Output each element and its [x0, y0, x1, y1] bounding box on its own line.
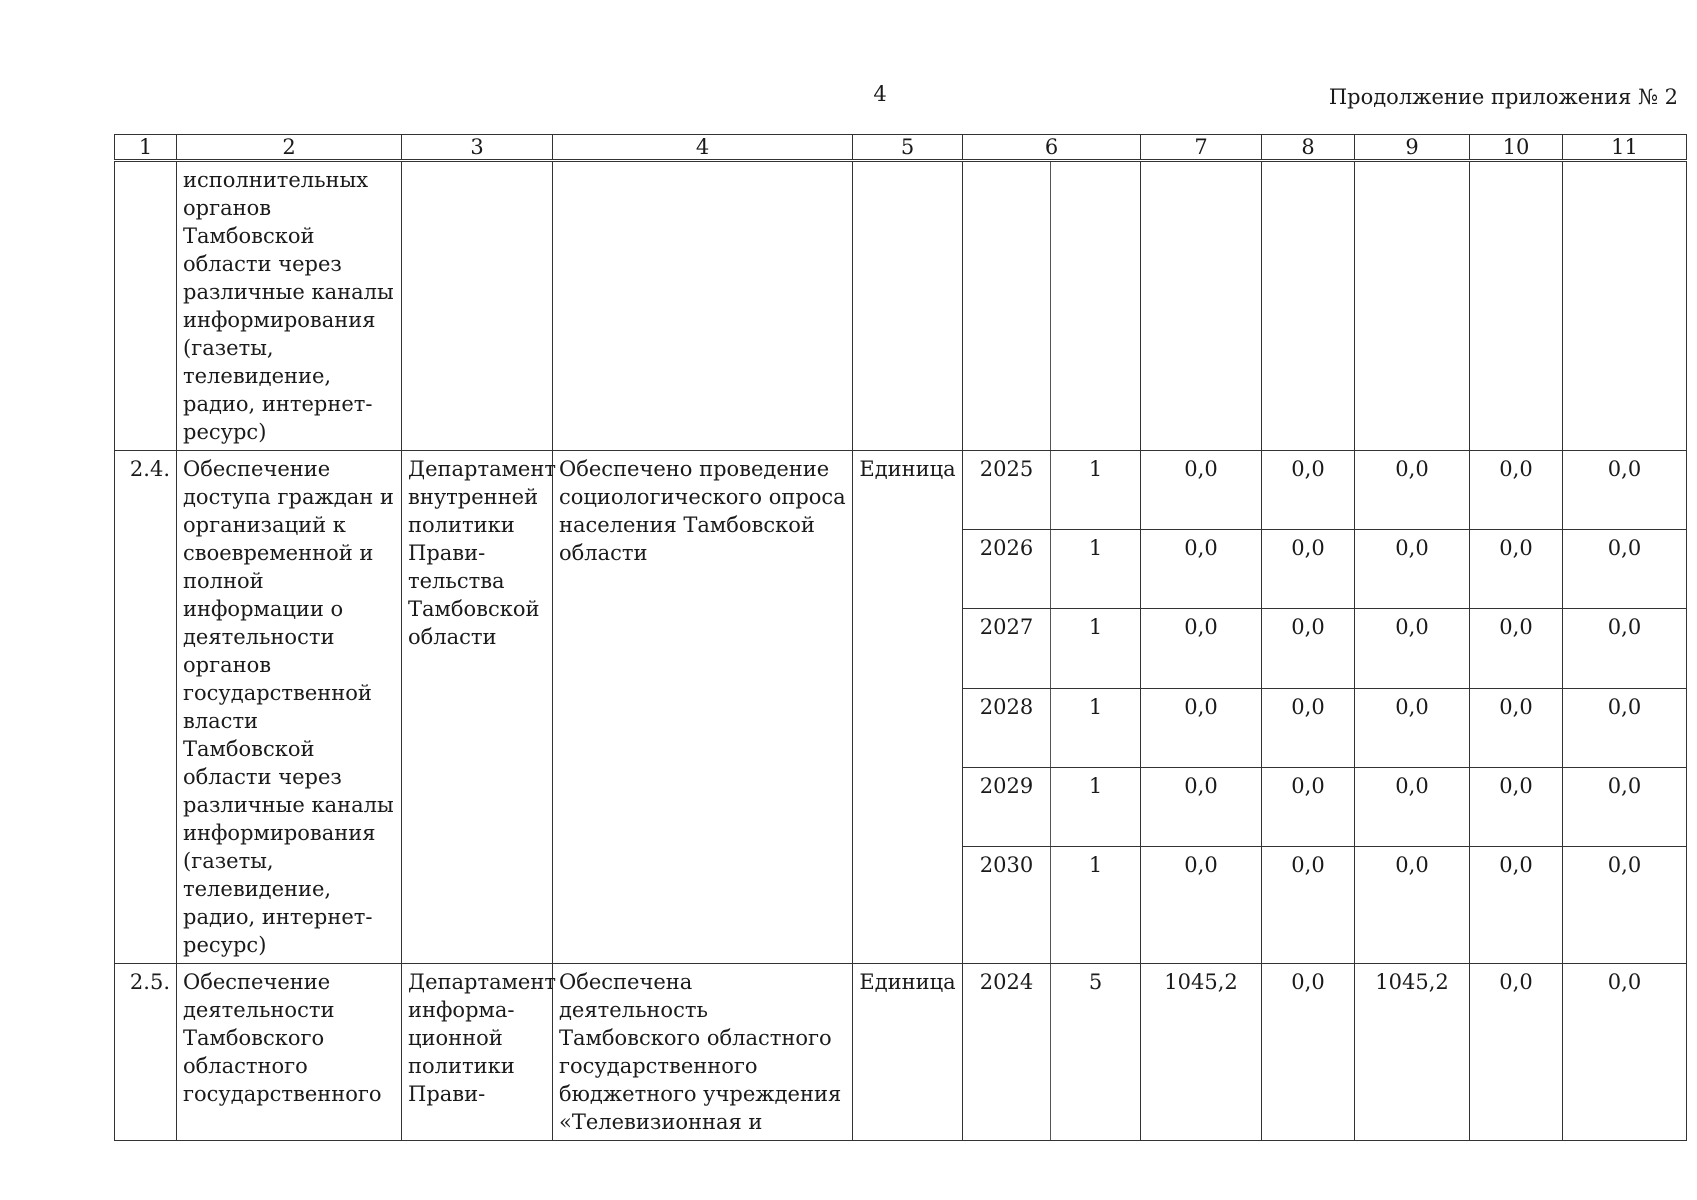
- header-col-11: 11: [1563, 135, 1687, 161]
- cell-qty: [1051, 161, 1141, 451]
- cell-c11: 0,0: [1563, 688, 1687, 767]
- cell-c10: 0,0: [1470, 530, 1563, 609]
- header-col-5: 5: [853, 135, 963, 161]
- program-table: [114, 134, 1687, 1141]
- appendix-caption: Продолжение приложения № 2: [1328, 85, 1678, 109]
- cell-c11: 0,0: [1563, 609, 1687, 688]
- table-row: [115, 964, 1687, 1141]
- cell-unit: [853, 161, 963, 451]
- cell-unit: Единица: [853, 451, 963, 964]
- cell-c9: 1045,2: [1355, 964, 1470, 1141]
- table-row: [115, 451, 1687, 530]
- table-row: [115, 161, 1687, 451]
- cell-c11: 0,0: [1563, 964, 1687, 1141]
- cell-c7: [1141, 161, 1262, 451]
- cell-c11: 0,0: [1563, 846, 1687, 963]
- cell-c7: 0,0: [1141, 530, 1262, 609]
- header-col-1: 1: [115, 135, 177, 161]
- cell-c7: 0,0: [1141, 609, 1262, 688]
- cell-year: 2029: [963, 767, 1051, 846]
- cell-qty: 1: [1051, 609, 1141, 688]
- cell-c10: 0,0: [1470, 846, 1563, 963]
- cell-c7: 0,0: [1141, 767, 1262, 846]
- cell-c10: 0,0: [1470, 767, 1563, 846]
- cell-c8: 0,0: [1262, 964, 1355, 1141]
- cell-executor: [402, 161, 553, 451]
- cell-c8: 0,0: [1262, 530, 1355, 609]
- cell-num: [115, 161, 177, 451]
- cell-c8: 0,0: [1262, 767, 1355, 846]
- cell-qty: 5: [1051, 964, 1141, 1141]
- cell-c8: 0,0: [1262, 846, 1355, 963]
- cell-year: 2026: [963, 530, 1051, 609]
- cell-num: 2.5.: [115, 964, 177, 1141]
- cell-c9: 0,0: [1355, 530, 1470, 609]
- cell-result: Обеспечена деятельность Тамбовского областного государственного бюджетного учреждения «Телевизионная и: [553, 964, 853, 1141]
- cell-qty: 1: [1051, 530, 1141, 609]
- cell-c8: 0,0: [1262, 451, 1355, 530]
- cell-c9: [1355, 161, 1470, 451]
- cell-name: Обеспечение доступа граждан и организаций к своевременной и полной информации о деятельности органов государственной власти Тамбовской области через различные каналы информирования (газеты, телевидение, радио, интернет-ресурс): [177, 451, 402, 964]
- cell-c10: 0,0: [1470, 688, 1563, 767]
- header-col-6: 6: [963, 135, 1141, 161]
- cell-executor: Департамент внутренней политики Прави-тельства Тамбовской области: [402, 451, 553, 964]
- cell-c9: 0,0: [1355, 451, 1470, 530]
- cell-c11: 0,0: [1563, 451, 1687, 530]
- cell-year: 2025: [963, 451, 1051, 530]
- header-col-4: 4: [553, 135, 853, 161]
- cell-name: Обеспечение деятельности Тамбовского областного государственного: [177, 964, 402, 1141]
- cell-c7: 0,0: [1141, 451, 1262, 530]
- header-col-9: 9: [1355, 135, 1470, 161]
- cell-c9: 0,0: [1355, 609, 1470, 688]
- cell-result: [553, 161, 853, 451]
- cell-c11: 0,0: [1563, 530, 1687, 609]
- cell-name: исполнительных органов Тамбовской области через различные каналы информирования (газеты, телевидение, радио, интернет-ресурс): [177, 161, 402, 451]
- page-number: 4: [873, 82, 887, 106]
- cell-qty: 1: [1051, 846, 1141, 963]
- cell-c8: [1262, 161, 1355, 451]
- cell-c11: [1563, 161, 1687, 451]
- cell-unit: Единица: [853, 964, 963, 1141]
- header-col-7: 7: [1141, 135, 1262, 161]
- cell-qty: 1: [1051, 688, 1141, 767]
- cell-qty: 1: [1051, 451, 1141, 530]
- cell-c7: 1045,2: [1141, 964, 1262, 1141]
- header-col-2: 2: [177, 135, 402, 161]
- header-col-3: 3: [402, 135, 553, 161]
- cell-c10: 0,0: [1470, 609, 1563, 688]
- cell-c10: [1470, 161, 1563, 451]
- cell-c9: 0,0: [1355, 846, 1470, 963]
- cell-c10: 0,0: [1470, 451, 1563, 530]
- cell-year: [963, 161, 1051, 451]
- cell-c10: 0,0: [1470, 964, 1563, 1141]
- header-col-10: 10: [1470, 135, 1563, 161]
- cell-c8: 0,0: [1262, 609, 1355, 688]
- cell-c11: 0,0: [1563, 767, 1687, 846]
- cell-year: 2028: [963, 688, 1051, 767]
- cell-year: 2030: [963, 846, 1051, 963]
- cell-executor: Департамент информа-ционной политики Прави-: [402, 964, 553, 1141]
- cell-c7: 0,0: [1141, 688, 1262, 767]
- cell-year: 2027: [963, 609, 1051, 688]
- cell-result: Обеспечено проведение социологического опроса населения Тамбовской области: [553, 451, 853, 964]
- cell-c9: 0,0: [1355, 767, 1470, 846]
- cell-c8: 0,0: [1262, 688, 1355, 767]
- header-col-8: 8: [1262, 135, 1355, 161]
- cell-c7: 0,0: [1141, 846, 1262, 963]
- header-row: [115, 135, 1687, 161]
- cell-year: 2024: [963, 964, 1051, 1141]
- cell-num: 2.4.: [115, 451, 177, 964]
- cell-qty: 1: [1051, 767, 1141, 846]
- cell-c9: 0,0: [1355, 688, 1470, 767]
